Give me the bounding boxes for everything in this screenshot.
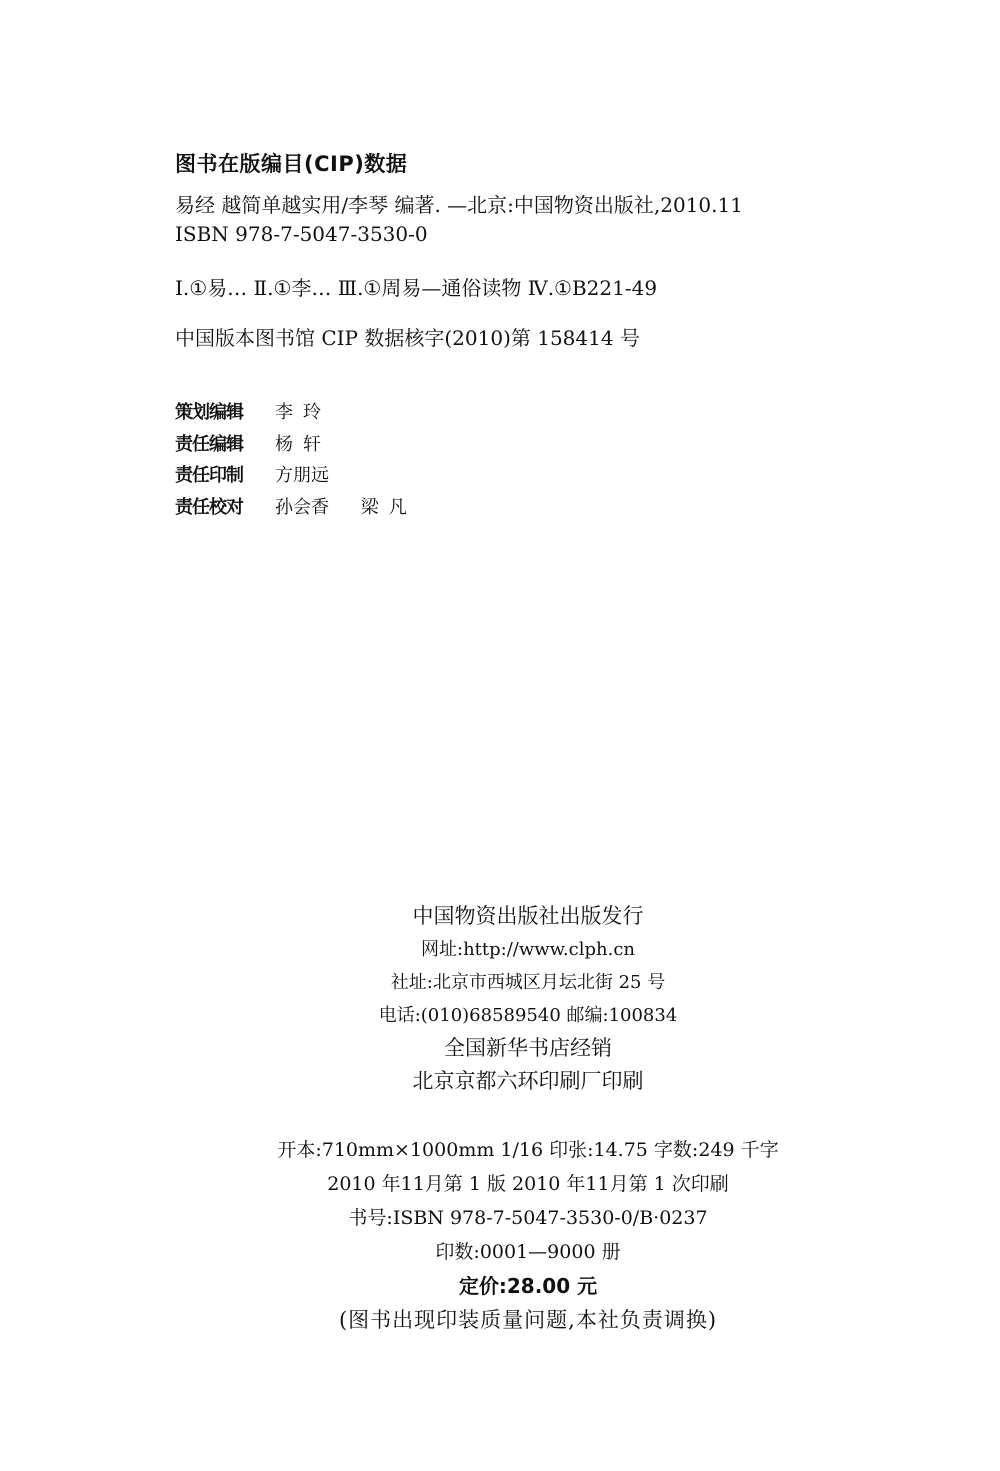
credit-name: 杨轩 xyxy=(275,433,331,455)
credit-row xyxy=(175,430,443,462)
spec-print-run: 印数:0001—9000 册 xyxy=(435,1241,621,1263)
credit-role: 策划编辑 xyxy=(175,402,243,423)
credit-name: 方朋远 xyxy=(275,465,329,486)
spec-book-number: 书号:ISBN 978-7-5047-3530-0/B·0237 xyxy=(348,1207,708,1229)
cip-title: 图书在版编目(CIP)数据 xyxy=(175,152,408,176)
credit-name: 孙会香 xyxy=(275,496,329,518)
cip-bibliographic-line: 易经 越简单越实用/李琴 编著. —北京:中国物资出版社,2010.11 xyxy=(175,193,743,217)
spec-edition: 2010 年11月第 1 版 2010 年11月第 1 次印刷 xyxy=(327,1173,729,1195)
credit-row xyxy=(175,398,443,430)
credit-row xyxy=(175,493,443,525)
spec-price: 定价:28.00 元 xyxy=(458,1274,598,1298)
cip-classification: Ⅰ.①易… Ⅱ.①李… Ⅲ.①周易—通俗读物 Ⅳ.①B221-49 xyxy=(175,276,658,300)
publisher-distributor: 全国新华书店经销 xyxy=(444,1036,612,1060)
publisher-printer: 北京京都六环印刷厂印刷 xyxy=(412,1069,644,1093)
credit-role: 责任编辑 xyxy=(175,433,243,455)
spec-note: (图书出现印装质量问题,本社负责调换) xyxy=(338,1308,718,1332)
credit-role: 责任印制 xyxy=(175,465,243,486)
credit-row xyxy=(175,461,443,493)
publisher-website: 网址:http://www.clph.cn xyxy=(421,939,635,960)
publisher-issuer: 中国物资出版社出版发行 xyxy=(412,904,644,928)
credit-role: 责任校对 xyxy=(175,496,243,518)
publisher-contact: 电话:(010)68589540 邮编:100834 xyxy=(378,1005,678,1026)
editorial-credits xyxy=(175,398,443,524)
publisher-address: 社址:北京市西城区月坛北街 25 号 xyxy=(390,972,666,993)
credit-name: 李玲 xyxy=(275,402,331,423)
cip-library-record: 中国版本图书馆 CIP 数据核字(2010)第 158414 号 xyxy=(175,326,640,350)
book-specs xyxy=(0,1133,1000,1337)
cip-isbn: ISBN 978-7-5047-3530-0 xyxy=(175,222,428,246)
spec-format: 开本:710mm×1000mm 1/16 印张:14.75 字数:249 千字 xyxy=(277,1139,779,1161)
publisher-info xyxy=(0,900,1000,1098)
credit-name: 梁凡 xyxy=(360,496,417,518)
